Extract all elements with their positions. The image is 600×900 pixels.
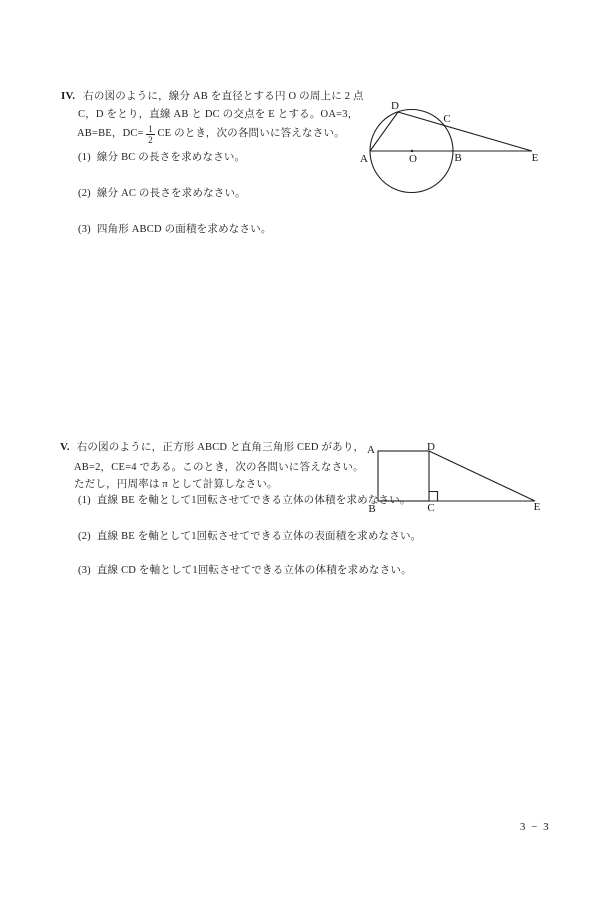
problem-v-line-3	[74, 479, 278, 491]
point-label-c: C	[443, 113, 451, 125]
point-label-d: D	[427, 441, 435, 453]
question-number: (3)	[78, 565, 91, 576]
problem-v-line-2	[74, 462, 364, 474]
page-number: 3 − 3	[519, 821, 551, 833]
point-label-o: O	[409, 153, 417, 165]
question-number: (2)	[78, 531, 91, 542]
problem-v-line-3-text: ただし，円周率は π として計算しなさい。	[74, 479, 278, 490]
question-number: (2)	[78, 188, 91, 199]
fraction-one-half	[146, 124, 156, 145]
problem-v-line-1-text: 右の図のように，正方形 ABCD と直角三角形 CED があり，	[76, 442, 365, 453]
question-text: 直線 BE を軸として1回転させてできる立体の体積を求めなさい。	[96, 495, 411, 506]
question-number: (1)	[78, 495, 91, 506]
problem-iv-question-3	[78, 224, 272, 236]
question-text: 直線 CD を軸として1回転させてできる立体の体積を求めなさい。	[96, 565, 412, 576]
problem-v-question-2	[78, 531, 421, 543]
point-label-b: B	[454, 152, 462, 164]
question-text: 直線 BE を軸として1回転させてできる立体の表面積を求めなさい。	[96, 531, 422, 542]
fraction-denominator: 2	[148, 134, 153, 145]
square-triangle-figure-svg	[365, 438, 545, 518]
question-text: 線分 BC の長さを求めなさい。	[96, 152, 246, 163]
fraction-numerator: 1	[146, 124, 156, 135]
question-number: (1)	[78, 152, 91, 163]
question-number: (3)	[78, 224, 91, 235]
problem-v-line-2-text: AB=2，CE=4 である。このとき，次の各問いに答えなさい。	[74, 462, 364, 473]
problem-iv-question-1	[78, 152, 245, 164]
figure-circle-diagram	[355, 95, 550, 203]
circle-figure-svg	[355, 95, 550, 203]
problem-v-question-3	[78, 565, 412, 577]
problem-iv-line-1-text: 右の図のように，線分 AB を直径とする円 O の周上に 2 点	[83, 91, 364, 102]
problem-v-number: V.	[60, 441, 70, 453]
square-abcd	[378, 451, 429, 501]
question-text: 四角形 ABCD の面積を求めなさい。	[96, 224, 272, 235]
point-label-d: D	[391, 100, 399, 112]
point-label-e: E	[531, 152, 539, 164]
problem-v-line-1	[60, 441, 364, 454]
problem-iv-line-1	[61, 90, 364, 103]
problem-iv-line-3-pre: AB=BE，DC=	[77, 128, 144, 139]
chord-a-d	[370, 112, 398, 151]
problem-iv-line-2	[78, 109, 358, 121]
point-label-b: B	[368, 503, 376, 515]
point-label-e: E	[533, 501, 541, 513]
problem-iv-line-3-post: CE のとき，次の各問いに答えなさい。	[157, 128, 345, 139]
problem-iv-number: IV.	[61, 90, 76, 102]
figure-square-triangle-diagram	[365, 438, 545, 518]
problem-iv-line-2-text: C，D をとり，直線 AB と DC の交点を E とする。OA=3，	[78, 109, 359, 120]
line-d-c-e	[398, 112, 532, 151]
hypotenuse-d-e	[429, 451, 535, 501]
question-text: 線分 AC の長さを求めなさい。	[96, 188, 246, 199]
right-angle-mark	[429, 492, 438, 502]
problem-iv-question-2	[78, 188, 246, 200]
point-label-a: A	[360, 153, 368, 165]
problem-v-question-1	[78, 495, 411, 507]
problem-iv-line-3	[77, 122, 345, 146]
point-label-c: C	[427, 502, 435, 514]
point-label-a: A	[367, 444, 375, 456]
center-point-o	[411, 150, 413, 152]
